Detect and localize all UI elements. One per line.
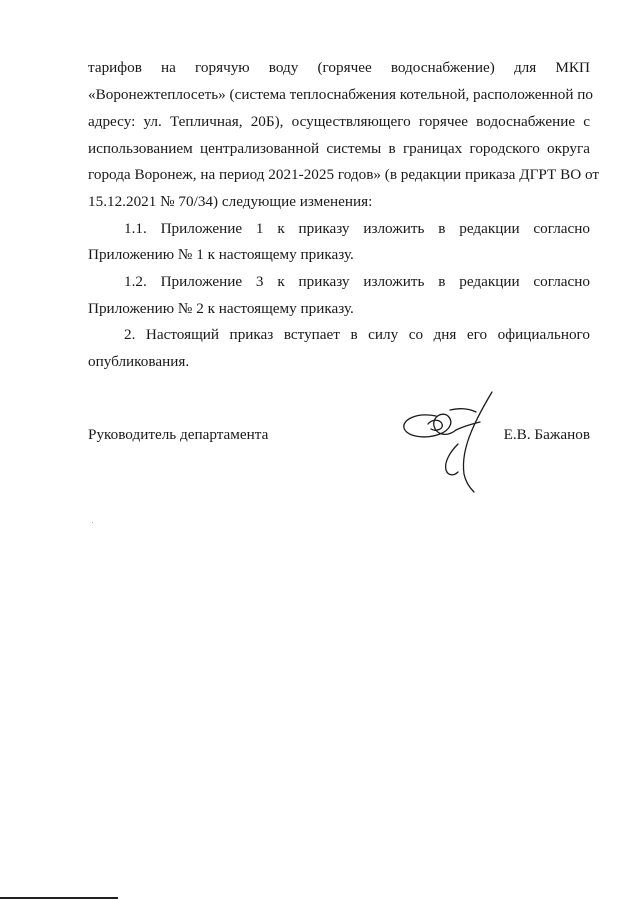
item-1-2-line-2: Приложению № 2 к настоящему приказу.	[88, 300, 354, 317]
item-2-line-2: опубликования.	[88, 353, 190, 370]
paragraph-1-line-4: использованием централизованной системы в границах городского округа	[88, 140, 590, 157]
paragraph-1-line-3: адресу: ул. Тепличная, 20Б), осуществляющего горячее водоснабжение с	[88, 113, 590, 130]
item-1-1-line-1: 1.1. Приложение 1 к приказу изложить в редакции согласно	[124, 220, 590, 237]
paragraph-1-line-6: 15.12.2021 № 70/34) следующие изменения:	[88, 193, 373, 210]
item-2-line-1: 2. Настоящий приказ вступает в силу со дня его официального	[124, 326, 590, 343]
signer-title: Руководитель департамента	[88, 426, 269, 443]
item-1-1-line-2: Приложению № 1 к настоящему приказу.	[88, 246, 354, 263]
item-1-2-line-1: 1.2. Приложение 3 к приказу изложить в редакции согласно	[124, 273, 590, 290]
scan-edge-mark	[0, 897, 118, 899]
scan-speck	[92, 522, 93, 523]
handwritten-signature	[398, 386, 502, 496]
paragraph-1-line-2: «Воронежтеплосеть» (система теплоснабжения котельной, расположенной по	[88, 86, 593, 103]
signer-name: Е.В. Бажанов	[503, 426, 590, 443]
paragraph-1-line-5: города Воронеж, на период 2021-2025 годов» (в редакции приказа ДГРТ ВО от	[88, 166, 599, 183]
paragraph-1-line-1: тарифов на горячую воду (горячее водоснабжение) для МКП	[88, 59, 590, 76]
